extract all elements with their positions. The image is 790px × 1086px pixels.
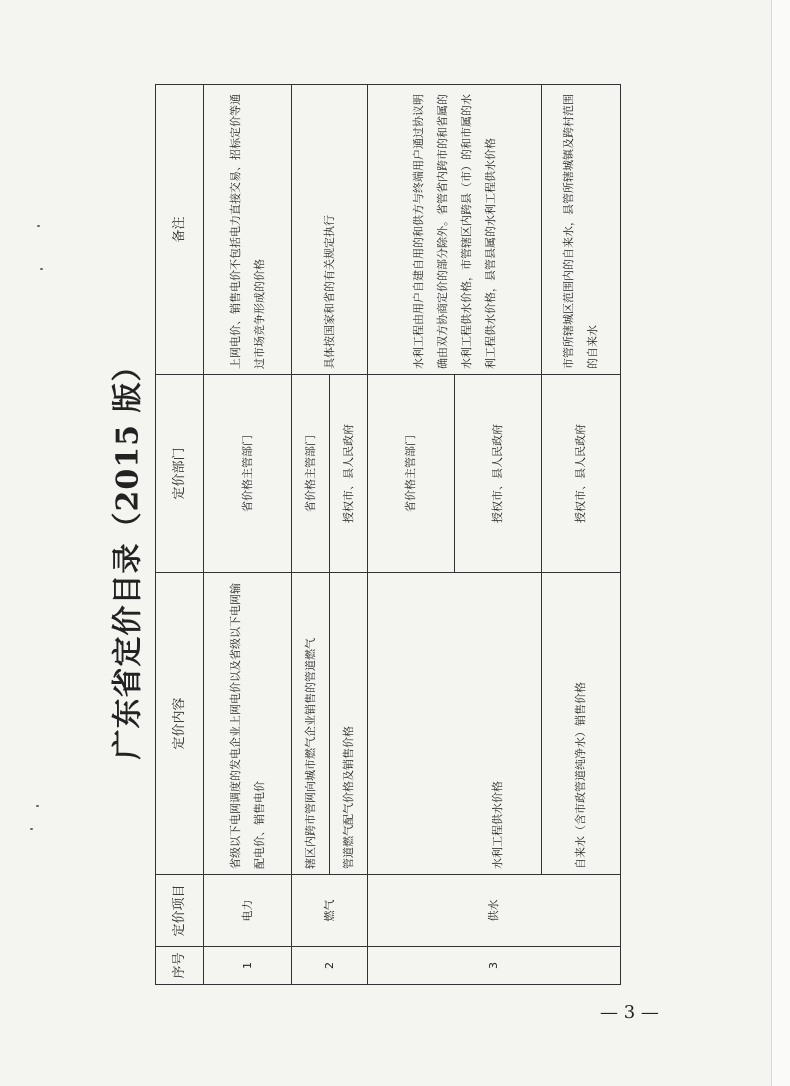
row3-dept-a-top: 省价格主管部门 [404,435,417,512]
row2-dept-b: 授权市、县人民政府 [330,375,368,573]
row1-note: 上网电价、销售电价不包括电力直接交易、招标定价等通过市场竞争形成的价格 [204,85,292,375]
row2-content-a: 辖区内跨市管网向城市燃气企业销售的管道燃气 [292,573,330,875]
header-seq: 序号 [156,947,204,985]
table-row [542,85,621,985]
scan-speck [30,828,33,830]
table-header-row [156,85,204,985]
row2-note: 具体按国家和省的有关规定执行 [292,85,368,375]
table-row [204,85,292,985]
row3-seq: 3 [368,947,621,985]
row1-dept: 省价格主管部门 [204,375,292,573]
row3-dept-a [368,375,542,573]
row2-dept-a: 省价格主管部门 [292,375,330,573]
row3-note-a: 水利工程由用户自建自用的和供方与终端用户通过协议明确由双方协商定价的部分除外。省管省内跨市的和省属的水利工程供水价格，市管辖区内跨县（市）的和市属的水利工程供水价格，县管县属的水利工程供水价格 [368,85,542,375]
scan-speck [36,805,39,807]
header-dept: 定价部门 [156,375,204,573]
row3-content-b: 自来水（含市政管道纯净水）销售价格 [542,573,621,875]
header-item: 定价项目 [156,875,204,947]
row1-seq: 1 [204,947,292,985]
row3-dept-a-bottom: 授权市、县人民政府 [491,424,504,523]
row1-content: 省级以下电网调度的发电企业上网电价以及省级以下电网输配电价、销售电价 [204,573,292,875]
table-row [292,85,330,985]
scan-speck [40,268,43,270]
page-edge [771,0,790,1086]
row3-content-a [368,573,542,875]
pricing-catalog-table [155,84,621,985]
table-row [368,85,542,985]
document-title: 广东省定价目录（2015 版） [110,350,146,760]
row1-item: 电力 [204,875,292,947]
row2-item: 燃气 [292,875,368,947]
pricing-catalog-table-wrap [155,85,620,985]
header-note: 备注 [156,85,204,375]
row2-seq: 2 [292,947,368,985]
header-content: 定价内容 [156,573,204,875]
row3-note-b: 市管所辖城区范围内的自来水，县管所辖城镇及跨村范围的自来水 [542,85,621,375]
row2-content-b: 管道燃气配气价格及销售价格 [330,573,368,875]
row3-content-a-text: 水利工程供水价格 [490,781,504,869]
row3-dept-b: 授权市、县人民政府 [542,375,621,573]
page-number: — 3 — [600,1002,659,1023]
row3-item: 供水 [368,875,621,947]
scan-speck [37,225,40,227]
document-title-wrap [94,185,154,925]
